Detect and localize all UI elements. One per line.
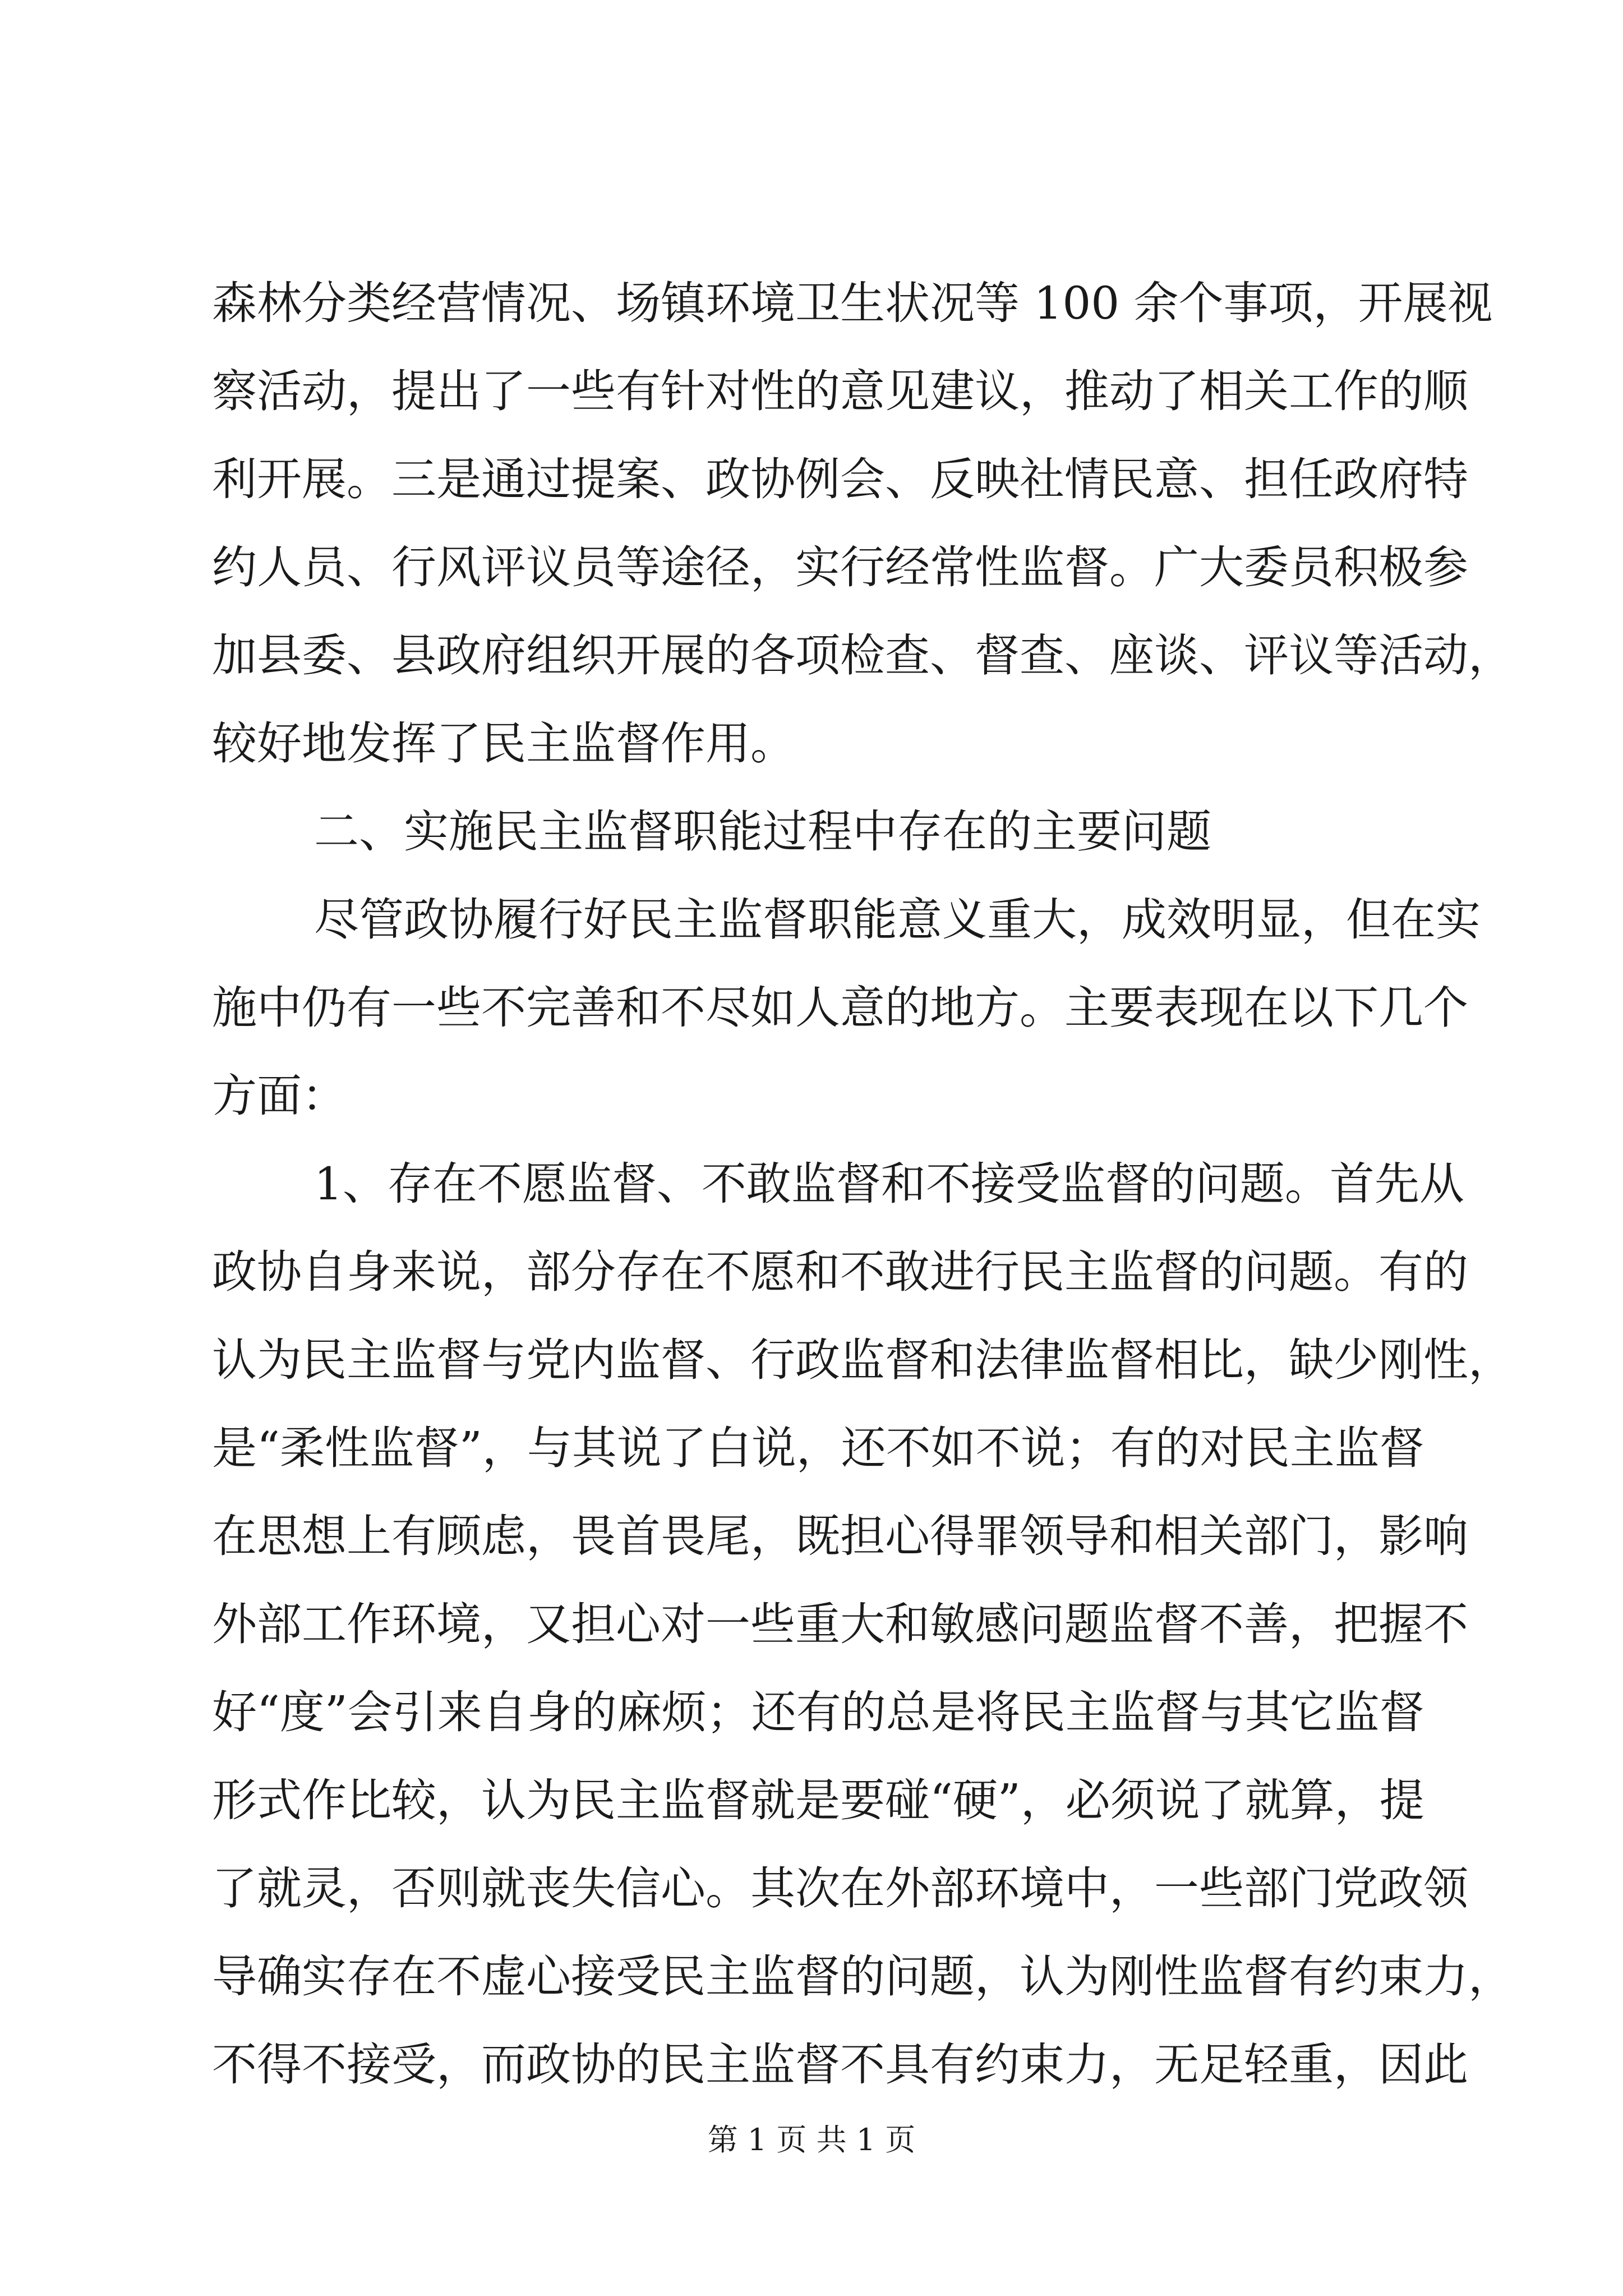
text-line: 方面：: [212, 1070, 347, 1122]
text-line: 较好地发挥了民主监督作用。: [212, 717, 795, 770]
text-line: 二、实施民主监督职能过程中存在的主要问题: [314, 806, 1211, 858]
text-line: 了就灵，否则就丧失信心。其次在外部环境中，一些部门党政领: [212, 1862, 1468, 1915]
text-line: 外部工作环境，又担心对一些重大和敏感问题监督不善，把握不: [212, 1598, 1468, 1650]
text-line: 施中仍有一些不完善和不尽如人意的地方。主要表现在以下几个: [212, 982, 1468, 1034]
text-line: 认为民主监督与党内监督、行政监督和法律监督相比，缺少刚性，: [212, 1334, 1513, 1386]
text-line: 形式作比较，认为民主监督就是要碰“硬”，必须说了就算，提: [212, 1774, 1424, 1826]
text-line: 政协自身来说，部分存在不愿和不敢进行民主监督的问题。有的: [212, 1246, 1468, 1298]
text-line: 1、存在不愿监督、不敢监督和不接受监督的问题。首先从: [314, 1158, 1464, 1210]
text-line: 察活动，提出了一些有针对性的意见建议，推动了相关工作的顺: [212, 365, 1468, 417]
text-line: 是“柔性监督”，与其说了白说，还不如不说；有的对民主监督: [212, 1422, 1424, 1474]
text-line: 森林分类经营情况、场镇环境卫生状况等 100 余个事项，开展视: [212, 277, 1493, 329]
text-line: 加县委、县政府组织开展的各项检查、督查、座谈、评议等活动，: [212, 629, 1513, 682]
text-line: 不得不接受，而政协的民主监督不具有约束力，无足轻重，因此: [212, 2039, 1468, 2091]
text-line: 导确实存在不虚心接受民主监督的问题，认为刚性监督有约束力，: [212, 1950, 1513, 2003]
document-body: [212, 259, 1513, 2109]
page-footer: 第 1 页 共 1 页: [707, 2122, 916, 2157]
text-line: 好“度”会引来自身的麻烦；还有的总是将民主监督与其它监督: [212, 1686, 1424, 1738]
text-line: 约人员、行风评议员等途径，实行经常性监督。广大委员积极参: [212, 541, 1468, 593]
text-line: 利开展。三是通过提案、政协例会、反映社情民意、担任政府特: [212, 453, 1468, 505]
text-line: 在思想上有顾虑，畏首畏尾，既担心得罪领导和相关部门，影响: [212, 1510, 1468, 1562]
text-line: 尽管政协履行好民主监督职能意义重大，成效明显，但在实: [314, 894, 1481, 946]
